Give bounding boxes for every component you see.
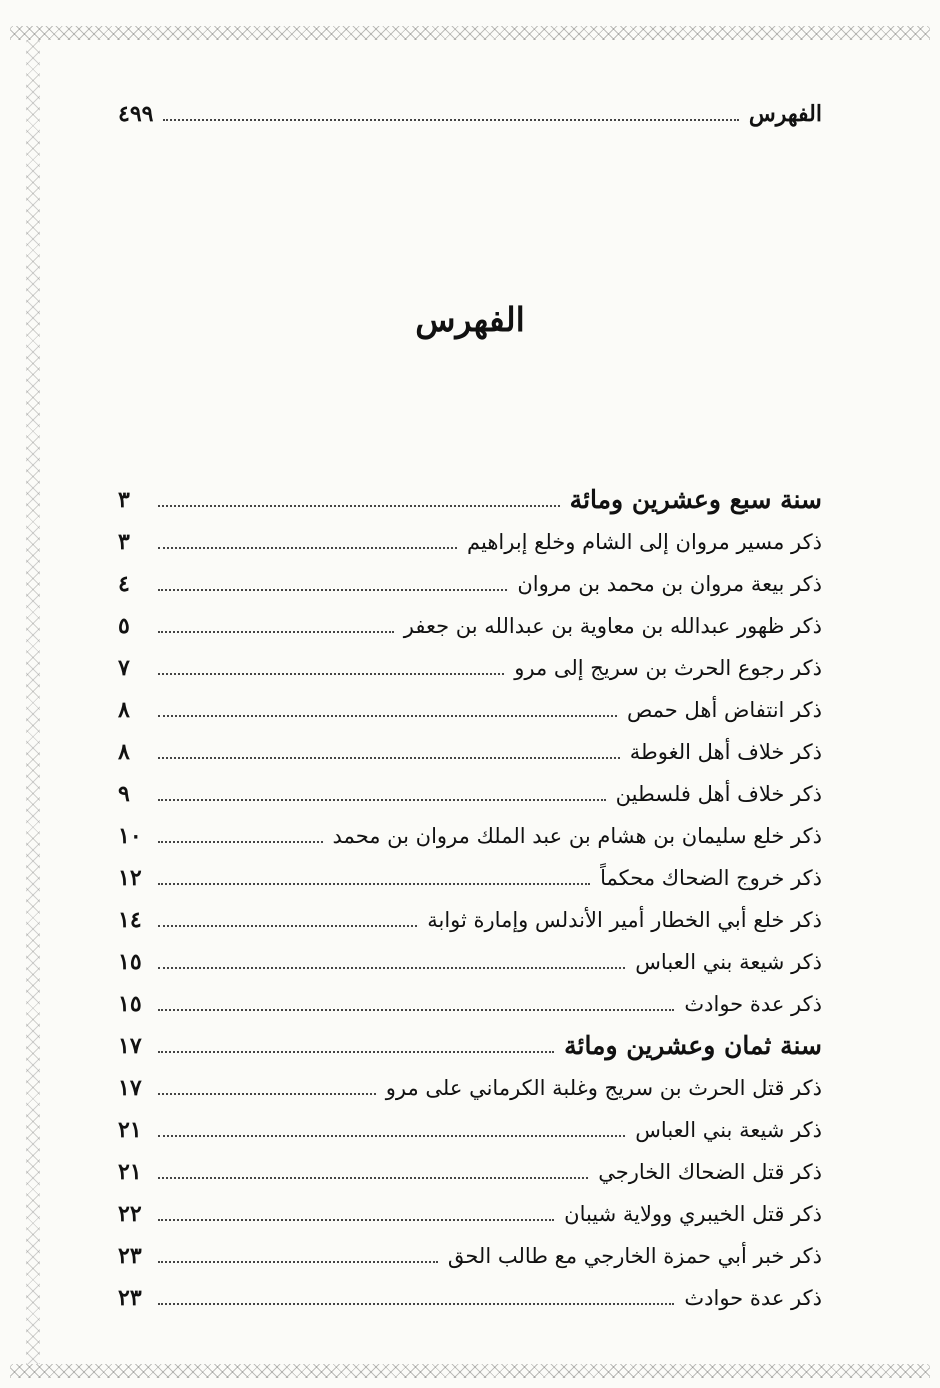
leader-dots [158, 630, 394, 633]
toc-row [118, 894, 822, 934]
left-ornamental-border [26, 40, 40, 1364]
toc-row [118, 1188, 822, 1228]
leader-dots [158, 840, 323, 843]
running-header [118, 88, 822, 128]
running-header-title: الفهرس [748, 101, 822, 127]
toc-entry-label: ذكر خلاف أهل الغوطة [629, 740, 822, 764]
page-title: الفهرس [415, 300, 525, 339]
toc-row [118, 810, 822, 850]
toc-entry-label: ذكر مسير مروان إلى الشام وخلع إبراهيم [467, 530, 822, 554]
toc-row [118, 768, 822, 808]
toc-row [118, 684, 822, 724]
leader-dots [158, 672, 504, 675]
toc-entry-label: ذكر قتل الضحاك الخارجي [598, 1160, 822, 1184]
leader-dots [158, 966, 625, 969]
leader-dots [158, 588, 507, 591]
leader-dots [158, 1302, 674, 1305]
toc-row [118, 852, 822, 892]
toc-entry-page: ٢٣ [118, 1285, 142, 1311]
toc-row [118, 1104, 822, 1144]
toc-entry-label: ذكر خلاف أهل فلسطين [615, 782, 822, 806]
bottom-ornamental-border [10, 1364, 930, 1378]
toc-row [118, 1272, 822, 1312]
leader-dots [158, 798, 606, 801]
toc-entry-page: ١٧ [118, 1075, 142, 1101]
toc-row [118, 726, 822, 766]
toc-entry-label: ذكر عدة حوادث [684, 992, 822, 1016]
toc-row [118, 600, 822, 640]
toc-entry-label: ذكر رجوع الحرث بن سريج إلى مرو [514, 656, 822, 680]
leader-dots [158, 882, 590, 885]
toc-entry-label: ذكر عدة حوادث [684, 1286, 822, 1310]
toc-entry-label: ذكر ظهور عبدالله بن معاوية بن عبدالله بن جعفر [403, 614, 822, 638]
toc-entry-page: ٣ [118, 529, 130, 555]
toc-row [118, 978, 822, 1018]
toc-entry-page: ٣ [118, 487, 130, 513]
leader-dots [158, 1260, 438, 1263]
toc-entry-label: ذكر شيعة بني العباس [635, 1118, 822, 1142]
toc-entry-page: ٤ [118, 571, 130, 597]
leader-dots [158, 756, 620, 759]
toc-entry-page: ٨ [118, 739, 130, 765]
toc-entry-label: ذكر قتل الخيبري وولاية شيبان [564, 1202, 822, 1226]
leader-dots [158, 1134, 625, 1137]
running-header-page-number: ٤٩٩ [118, 101, 154, 127]
toc-entry-label: سنة ثمان وعشرين ومائة [564, 1031, 822, 1060]
toc-entry-label: ذكر شيعة بني العباس [635, 950, 822, 974]
toc-heading-row [118, 474, 822, 514]
leader-dots [158, 924, 417, 927]
toc-row [118, 1146, 822, 1186]
toc-entry-page: ٨ [118, 697, 130, 723]
toc-row [118, 558, 822, 598]
toc-entry-page: ١٤ [118, 907, 142, 933]
toc-entry-page: ١٥ [118, 949, 142, 975]
leader-dots [158, 1176, 588, 1179]
toc-entry-label: ذكر انتفاض أهل حمص [626, 698, 822, 722]
toc-row [118, 1230, 822, 1270]
leader-dots [158, 714, 617, 717]
toc-entry-page: ٩ [118, 781, 130, 807]
toc-entry-page: ٢٣ [118, 1243, 142, 1269]
leader-dots [158, 1218, 554, 1221]
toc-entry-page: ٥ [118, 613, 130, 639]
toc-entry-label: ذكر بيعة مروان بن محمد بن مروان [517, 572, 822, 596]
toc-entry-label: ذكر خبر أبي حمزة الخارجي مع طالب الحق [447, 1244, 822, 1268]
toc-entry-page: ١٠ [118, 823, 142, 849]
top-ornamental-border [10, 26, 930, 40]
toc-entry-page: ٢١ [118, 1159, 142, 1185]
leader-dots [158, 1008, 674, 1011]
toc-entry-page: ٢١ [118, 1117, 142, 1143]
toc-entry-label: سنة سبع وعشرين ومائة [569, 485, 822, 514]
toc-entry-page: ١٢ [118, 865, 142, 891]
toc-entry-page: ١٥ [118, 991, 142, 1017]
toc-row [118, 516, 822, 556]
toc-entry-page: ٢٢ [118, 1201, 142, 1227]
leader-dots [163, 118, 738, 121]
toc-row [118, 1062, 822, 1102]
leader-dots [158, 504, 560, 507]
toc-entry-label: ذكر خروج الضحاك محكماً [600, 866, 822, 890]
toc-entry-page: ٧ [118, 655, 130, 681]
toc-entry-label: ذكر خلع أبي الخطار أمير الأندلس وإمارة ثوابة [427, 908, 822, 932]
toc-entry-label: ذكر خلع سليمان بن هشام بن عبد الملك مروان بن محمد [332, 824, 822, 848]
toc-heading-row [118, 1020, 822, 1060]
leader-dots [158, 1050, 554, 1053]
toc-row [118, 642, 822, 682]
leader-dots [158, 546, 457, 549]
toc-entry-label: ذكر قتل الحرث بن سريج وغلبة الكرماني على مرو [385, 1076, 822, 1100]
leader-dots [158, 1092, 376, 1095]
toc-row [118, 936, 822, 976]
toc-entry-page: ١٧ [118, 1033, 142, 1059]
